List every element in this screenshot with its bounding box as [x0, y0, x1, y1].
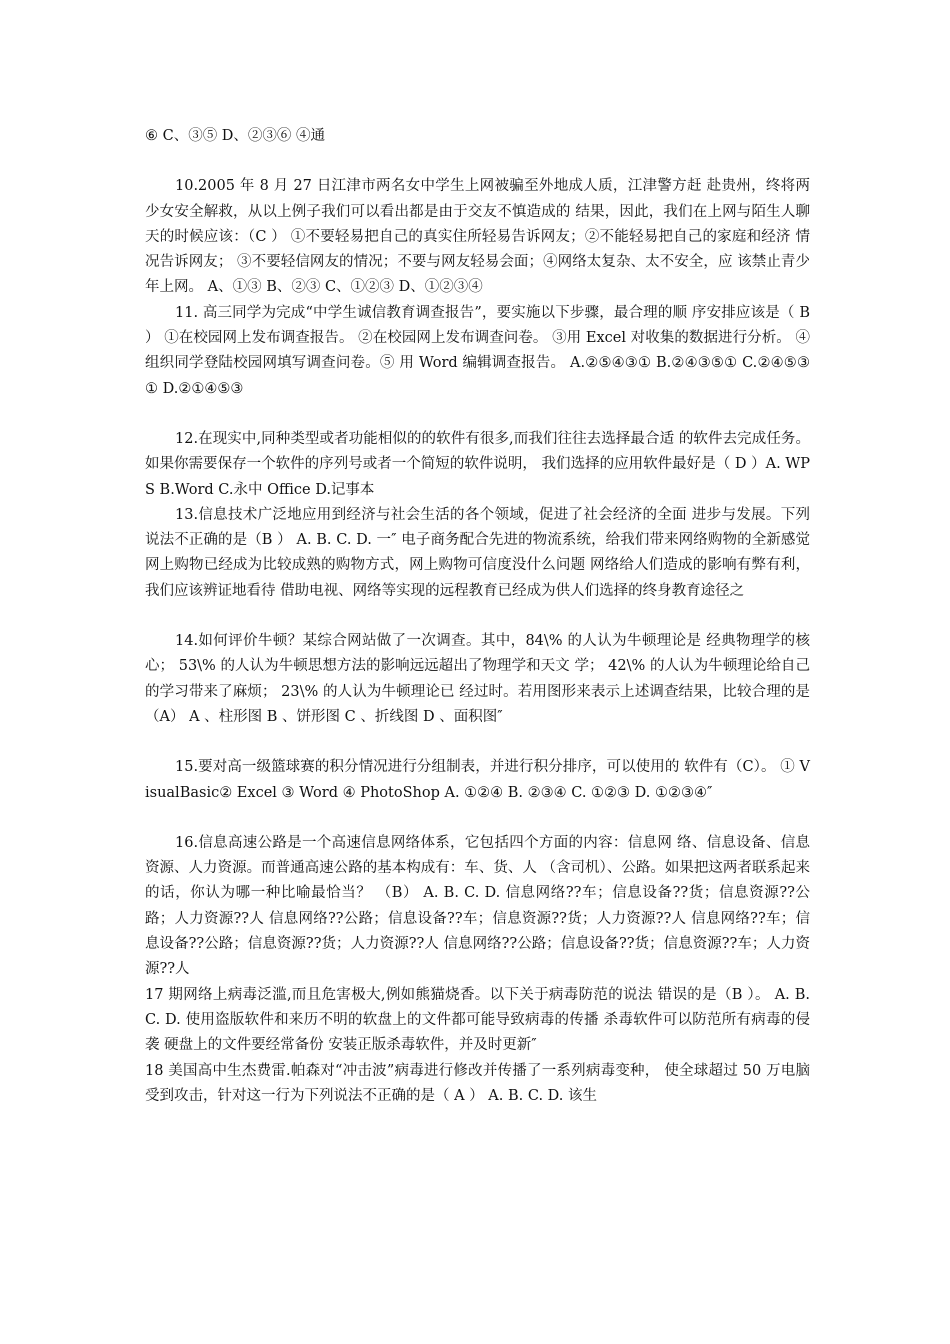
question-18: 18 美国高中生杰费雷.帕森对“冲击波”病毒进行修改并传播了一系列病毒变种， 使全球超过 50 万电脑受到攻击，针对这一行为下列说法不正确的是（ A ） A. B. C. D. 该生: [145, 1062, 810, 1104]
question-15: 15.要对高一级篮球赛的积分情况进行分组制表，并进行积分排序，可以使用的 软件有（C）。 ① VisualBasic② Excel ③ Word ④ PhotoShop A. ①②④ B. ②③④ C. ①②③ D. ①②③④″: [145, 759, 810, 801]
paragraph-9-options-tail: ⑥ C、③⑤ D、②③⑥ ④通: [145, 128, 326, 144]
question-16: 16.信息高速公路是一个高速信息网络体系，它包括四个方面的内容：信息网 络、信息设备、信息资源、人力资源。而普通高速公路的基本构成有：车、货、人 （含司机）、公路。如果把这两者联系起来的话，你认为哪一种比喻最恰当？ （B） A. B. C. D. 信息网络??车；信息设备??货；信息资源??公路；人力资源??人 信息网络??公路；信息设备??车；信息资源??货；人力资源??人 信息网络??车；信息设备??公路；信息资源??货；人力资源??人 信息网络??公路；信息设备??货；信息资源??车；人力资源??人: [145, 834, 810, 978]
question-14: 14.如何评价牛顿？某综合网站做了一次调查。其中，84\% 的人认为牛顿理论是 经典物理学的核心； 53\% 的人认为牛顿思想方法的影响远远超出了物理学和天文 学； 42\% 的人认为牛顿理论给自己的学习带来了麻烦； 23\% 的人认为牛顿理论已 经过时。若用图形来表示上述调查结果，比较合理的是（A） A 、柱形图 B 、饼形图 C 、折线图 D 、面积图″: [145, 633, 810, 725]
question-12: 12.在现实中,同种类型或者功能相似的的软件有很多,而我们往往去选择最合适 的软件去完成任务。如果你需要保存一个软件的序列号或者一个简短的软件说明， 我们选择的应用软件最好是（ D ）A. WPS B.Word C.永中 Office D.记事本: [145, 430, 810, 498]
question-17: 17 期网络上病毒泛滥,而且危害极大,例如熊猫烧香。以下关于病毒防范的说法 错误的是（B ）。 A. B. C. D. 使用盗版软件和来历不明的软盘上的文件都可能导致病毒的传播 杀毒软件可以防范所有病毒的侵袭 硬盘上的文件要经常备份 安装正版杀毒软件，并及时更新″: [145, 986, 810, 1054]
question-10: 10.2005 年 8 月 27 日江津市两名女中学生上网被骗至外地成人质，江津警方赶 赴贵州，终将两少女安全解救，从以上例子我们可以看出都是由于交友不慎造成的 结果，因此，我们在上网与陌生人聊天的时候应该：（C ） ①不要轻易把自己的真实住所轻易告诉网友；②不能轻易把自己的家庭和经济 情况告诉网友； ③不要轻信网友的情况；不要与网友轻易会面；④网络太复杂、太不安全，应 该禁止青少年上网。 A、①③ B、②③ C、①②③ D、①②③④: [145, 178, 810, 296]
question-11: 11. 高三同学为完成“中学生诚信教育调查报告”，要实施以下步骤，最合理的顺 序安排应该是（ B ） ①在校园网上发布调查报告。 ②在校园网上发布调查问卷。 ③用 Excel 对收集的数据进行分析。 ④组织同学登陆校园网填写调查问卷。⑤ 用 Word 编辑调查报告。 A.②⑤④③① B.②④③⑤① C.②④⑤③① D.②①④⑤③: [145, 304, 810, 397]
question-13: 13.信息技术广泛地应用到经济与社会生活的各个领域，促进了社会经济的全面 进步与发展。下列说法不正确的是（B ） A. B. C. D. 一″ 电子商务配合先进的物流系统，给我们带来网络购物的全新感觉 网上购物已经成为比较成熟的购物方式，网上购物可信度没什么问题 网络给人们造成的影响有弊有利，我们应该辨证地看待 借助电视、网络等实现的远程教育已经成为供人们选择的终身教育途径之: [145, 506, 810, 599]
document-body: [145, 124, 810, 1109]
